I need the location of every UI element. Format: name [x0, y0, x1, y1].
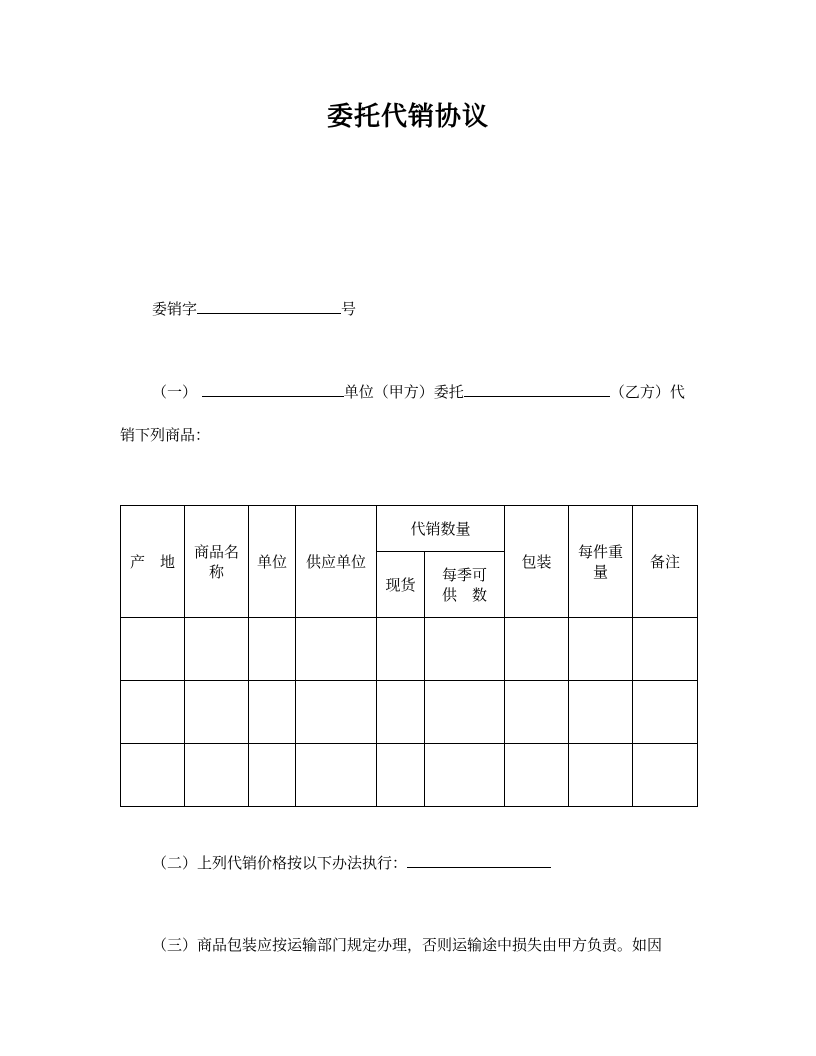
- header-product-name: [185, 506, 249, 618]
- price-method-field[interactable]: [407, 853, 551, 868]
- table-row: [121, 681, 698, 744]
- table-cell[interactable]: [249, 681, 296, 744]
- table-cell[interactable]: [505, 681, 569, 744]
- header-quarterly-supply: [425, 552, 505, 618]
- table-cell[interactable]: [633, 618, 698, 681]
- table-row: [121, 744, 698, 807]
- header-in-stock: 现货: [377, 552, 425, 618]
- table-cell[interactable]: [569, 681, 633, 744]
- table-cell[interactable]: [505, 618, 569, 681]
- clause-1-text-b: （乙方）代: [609, 383, 685, 401]
- table-cell[interactable]: [377, 618, 425, 681]
- table-cell[interactable]: [296, 681, 377, 744]
- header-supplier: 供应单位: [296, 506, 377, 618]
- table-cell[interactable]: [185, 681, 249, 744]
- table-cell[interactable]: [296, 744, 377, 807]
- party-a-field[interactable]: [202, 382, 344, 397]
- table-cell[interactable]: [633, 744, 698, 807]
- table-cell[interactable]: [633, 681, 698, 744]
- table-cell[interactable]: [505, 744, 569, 807]
- table-cell[interactable]: [425, 618, 505, 681]
- table-cell[interactable]: [425, 681, 505, 744]
- table-cell[interactable]: [569, 744, 633, 807]
- header-weight-line2: 量: [593, 562, 609, 581]
- table-cell[interactable]: [296, 618, 377, 681]
- header-quarterly-line2: 供 数: [442, 585, 488, 604]
- document-title: 委托代销协议: [326, 102, 489, 132]
- table-cell[interactable]: [121, 744, 185, 807]
- table-cell[interactable]: [185, 618, 249, 681]
- clause-1-line-1: [152, 381, 685, 402]
- clause-1-number: （一）: [152, 383, 198, 401]
- reference-number-field[interactable]: [197, 299, 341, 314]
- header-unit: 单位: [249, 506, 296, 618]
- table-cell[interactable]: [569, 618, 633, 681]
- header-remarks: 备注: [633, 506, 698, 618]
- header-weight-per-piece: [569, 506, 633, 618]
- header-product-name-line2: 称: [208, 562, 224, 581]
- goods-table: [120, 505, 698, 807]
- reference-number-line: [152, 298, 356, 319]
- clause-1-text-a: 单位（甲方）委托: [343, 383, 464, 401]
- clause-3-line: （三）商品包装应按运输部门规定办理，否则运输途中损失由甲方负责。如因: [152, 936, 663, 954]
- table-cell[interactable]: [377, 681, 425, 744]
- header-quarterly-line1: 每季可: [442, 565, 488, 584]
- table-cell[interactable]: [249, 618, 296, 681]
- header-weight-line1: 每件重: [578, 542, 624, 561]
- header-product-name-line1: 商品名: [193, 542, 239, 561]
- reference-prefix: 委销字: [152, 300, 198, 318]
- table-cell[interactable]: [377, 744, 425, 807]
- table-cell[interactable]: [425, 744, 505, 807]
- header-packing: 包装: [505, 506, 569, 618]
- reference-suffix: 号: [341, 300, 357, 318]
- clause-1-line-2: 销下列商品：: [120, 426, 211, 444]
- header-origin: 产 地: [121, 506, 185, 618]
- table-cell[interactable]: [121, 618, 185, 681]
- table-cell[interactable]: [249, 744, 296, 807]
- clause-2-line: [152, 852, 551, 873]
- table-cell[interactable]: [121, 681, 185, 744]
- header-consignment-quantity: 代销数量: [377, 506, 505, 552]
- party-b-field[interactable]: [464, 382, 610, 397]
- table-cell[interactable]: [185, 744, 249, 807]
- table-row: [121, 618, 698, 681]
- clause-2-text: （二）上列代销价格按以下办法执行：: [152, 854, 408, 872]
